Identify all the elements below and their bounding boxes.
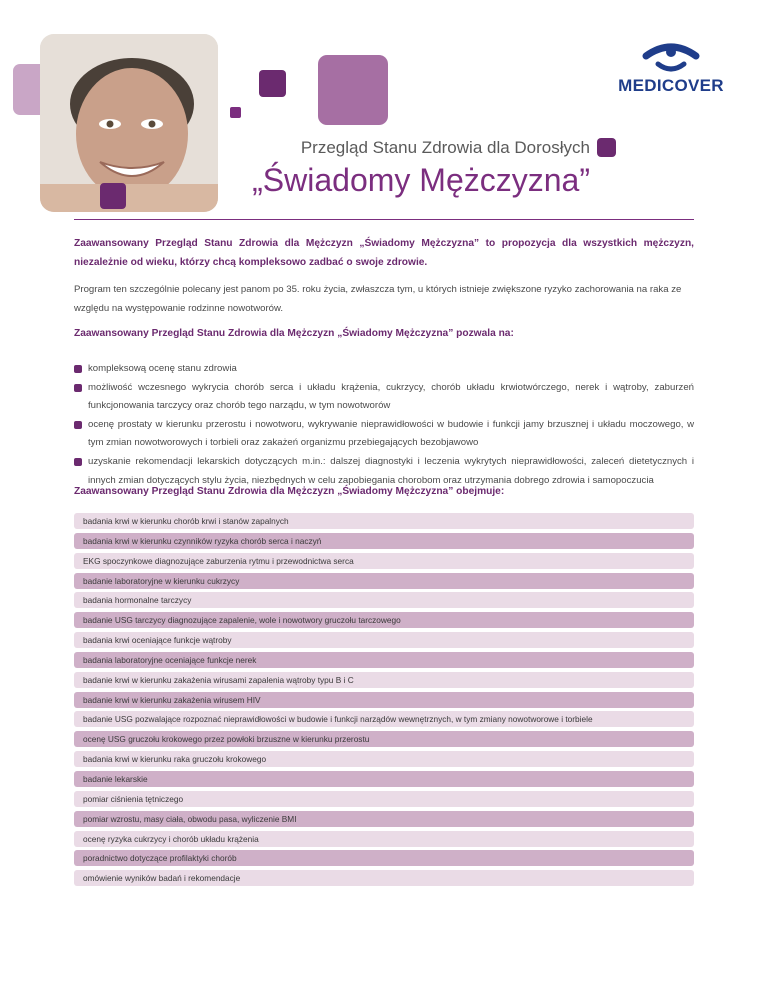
table-row: badania krwi w kierunku raka gruczołu krokowego — [74, 751, 694, 767]
table-row: badanie laboratoryjne w kierunku cukrzycy — [74, 573, 694, 589]
table-row: ocenę ryzyka cukrzycy i chorób układu krążenia — [74, 831, 694, 847]
table-row: EKG spoczynkowe diagnozujące zaburzenia rytmu i przewodnictwa serca — [74, 553, 694, 569]
logo-text: MEDICOVER — [618, 76, 724, 95]
table-row: pomiar ciśnienia tętniczego — [74, 791, 694, 807]
allows-list — [74, 360, 694, 490]
bullet-square-icon — [74, 458, 82, 466]
includes-table — [74, 513, 694, 890]
table-row: omówienie wyników badań i rekomendacje — [74, 870, 694, 886]
medicover-logo-icon — [606, 34, 736, 76]
list-item: ocenę prostaty w kierunku przerostu i nowotworu, wykrywanie nieprawidłowości w budowie i funkcji jamy brzusznej i układu moczowego, w tym zmian nowotworowych i torbieli oraz zakażeń organizmu przebiegających bezobjawowo — [74, 416, 694, 453]
medicover-logo — [606, 34, 736, 96]
table-row: badanie USG tarczycy diagnozujące zapalenie, wole i nowotwory gruczołu tarczowego — [74, 612, 694, 628]
bullet-square-icon — [74, 384, 82, 392]
table-row: badania krwi w kierunku chorób krwi i stanów zapalnych — [74, 513, 694, 529]
table-row: badanie krwi w kierunku zakażenia wirusem HIV — [74, 692, 694, 708]
smiling-man-photo — [40, 34, 218, 212]
table-row: badania krwi w kierunku czynników ryzyka chorób serca i naczyń — [74, 533, 694, 549]
decor-square-title — [597, 138, 616, 157]
table-row: badania hormonalne tarczycy — [74, 592, 694, 608]
program-paragraph: Program ten szczególnie polecany jest panom po 35. roku życia, zwłaszcza tym, u których istnieje zwiększone ryzyko zachorowania na raka ze względu na występowanie rodzinne nowotworów. — [74, 284, 682, 314]
table-row: poradnictwo dotyczące profilaktyki chorób — [74, 850, 694, 866]
bullet-square-icon — [74, 421, 82, 429]
table-row: badanie lekarskie — [74, 771, 694, 787]
table-row: badanie krwi w kierunku zakażenia wirusami zapalenia wątroby typu B i C — [74, 672, 694, 688]
divider — [74, 219, 694, 220]
list-item: kompleksową ocenę stanu zdrowia — [74, 360, 694, 379]
page-subtitle: Przegląd Stanu Zdrowia dla Dorosłych — [300, 138, 590, 157]
table-row: badania krwi oceniające funkcje wątroby — [74, 632, 694, 648]
allows-heading: Zaawansowany Przegląd Stanu Zdrowia dla Mężczyzn „Świadomy Mężczyzna” pozwala na: — [74, 328, 514, 339]
list-item: uzyskanie rekomendacji lekarskich dotyczących m.in.: dalszej diagnostyki i leczenia wykrytych nieprawidłowości, zaleceń dietetycznych i innych zmian dotyczących stylu życia, niezbędnych w celu zapobiegania chorobom oraz utrzymania dobrego zdrowia i samopoczucia — [74, 453, 694, 490]
intro-text: Zaawansowany Przegląd Stanu Zdrowia dla Mężczyzn „Świadomy Mężczyzna” to propozycja dla wszystkich mężczyzn, niezależnie od wieku, którzy chcą kompleksowo zadbać o swoje zdrowie. — [74, 238, 694, 268]
bullet-square-icon — [74, 365, 82, 373]
decor-square-dark-3 — [100, 183, 126, 209]
decor-square-lilac-2 — [318, 55, 388, 125]
list-item: możliwość wczesnego wykrycia chorób serca i układu krążenia, cukrzycy, chorób układu krwiotwórczego, nerek i wątroby, zaburzeń funkcjonowania tarczycy oraz chorób tego narządu, w tym nowotworów — [74, 379, 694, 416]
includes-heading: Zaawansowany Przegląd Stanu Zdrowia dla Mężczyzn „Świadomy Mężczyzna” obejmuje: — [74, 486, 505, 497]
page-title: „Świadomy Mężczyzna” — [252, 162, 590, 198]
table-row: badania laboratoryjne oceniające funkcje nerek — [74, 652, 694, 668]
decor-square-small — [230, 107, 241, 118]
table-row: badanie USG pozwalające rozpoznać nieprawidłowości w budowie i funkcji narządów wewnętrznych, w tym zmiany nowotworowe i torbiele — [74, 711, 694, 727]
table-row: ocenę USG gruczołu krokowego przez powłoki brzuszne w kierunku przerostu — [74, 731, 694, 747]
decor-square-dark-1 — [259, 70, 286, 97]
table-row: pomiar wzrostu, masy ciała, obwodu pasa, wyliczenie BMI — [74, 811, 694, 827]
